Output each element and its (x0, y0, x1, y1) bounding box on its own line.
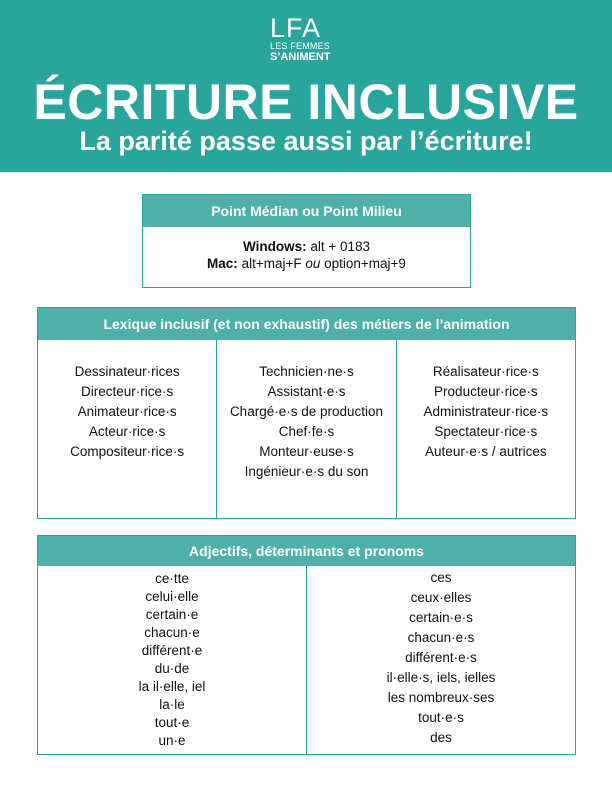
list-item: la·le (159, 697, 185, 712)
lfa-logo (270, 13, 346, 63)
adjectifs-pluriel-column (306, 566, 575, 754)
list-item: celui·elle (145, 589, 199, 604)
list-item: certain·e (145, 607, 199, 622)
lexique-column-2 (216, 340, 395, 518)
list-item: Administrateur·rice·s (423, 404, 549, 419)
list-item: chacun·e·s (407, 630, 475, 645)
mac-label: Mac: (207, 256, 238, 271)
list-item: Producteur·rice·s (434, 384, 538, 399)
adjectifs-columns (38, 566, 575, 754)
list-item: Assistant·e·s (267, 384, 346, 399)
list-item: chacun·e (144, 625, 200, 640)
list-item: Directeur·rice·s (81, 384, 174, 399)
adjectifs-singulier-column (38, 566, 306, 754)
list-item: il·elle·s, iels, ielles (386, 670, 496, 685)
list-item: Compositeur·rice·s (70, 444, 185, 459)
list-item: ceux·elles (410, 590, 472, 605)
list-item: Ingénieur·e·s du son (244, 464, 369, 479)
list-item: les nombreux·ses (387, 690, 495, 705)
lexique-heading: Lexique inclusif (et non exhaustif) des métiers de l’animation (38, 308, 575, 340)
lexique-box (37, 307, 576, 519)
mac-value-2: option+maj+9 (320, 256, 406, 271)
lexique-column-1 (38, 340, 216, 518)
adjectifs-heading: Adjectifs, déterminants et pronoms (38, 536, 575, 566)
header-banner (0, 0, 612, 172)
list-item: un·e (158, 733, 186, 748)
logo-text-line1: LES FEMMES (270, 41, 331, 51)
mac-shortcut (143, 255, 470, 272)
point-median-heading: Point Médian ou Point Milieu (143, 195, 470, 227)
lexique-columns (38, 340, 575, 518)
list-item: Technicien·ne·s (259, 364, 354, 379)
logo-mark: LFA (270, 13, 322, 43)
list-item: Chef·fe·s (278, 424, 335, 439)
list-item: tout·e·s (418, 710, 464, 725)
mac-or: ou (305, 256, 321, 271)
list-item: Auteur·e·s / autrices (425, 444, 547, 459)
list-item: tout·e (154, 715, 190, 730)
windows-value: alt + 0183 (306, 239, 371, 254)
list-item: Dessinateur·rices (74, 364, 180, 379)
list-item: la il·elle, iel (138, 679, 206, 694)
point-median-box (142, 194, 471, 288)
list-item: Animateur·rice·s (77, 404, 177, 419)
logo-text-line2: S’ANIMENT (270, 51, 331, 63)
list-item: Chargé·e·s de production (229, 404, 384, 419)
windows-shortcut (143, 238, 470, 255)
windows-label: Windows: (242, 239, 307, 254)
list-item: des (430, 730, 452, 745)
page-title: ÉCRITURE INCLUSIVE (33, 74, 579, 130)
list-item: certain·e·s (409, 610, 473, 625)
list-item: différent·e (141, 643, 203, 658)
list-item: Spectateur·rice·s (434, 424, 538, 439)
lexique-column-3 (396, 340, 575, 518)
list-item: Monteur·euse·s (259, 444, 354, 459)
point-median-body (143, 227, 470, 272)
list-item: différent·e·s (405, 650, 477, 665)
list-item: Acteur·rice·s (88, 424, 166, 439)
list-item: ce·tte (155, 571, 189, 586)
list-item: du·de (154, 661, 190, 676)
page-subtitle: La parité passe aussi par l’écriture! (79, 126, 533, 156)
list-item: ces (430, 570, 452, 585)
list-item: Réalisateur·rice·s (432, 364, 539, 379)
adjectifs-box (37, 535, 576, 755)
mac-value-1: alt+maj+F (237, 256, 306, 271)
